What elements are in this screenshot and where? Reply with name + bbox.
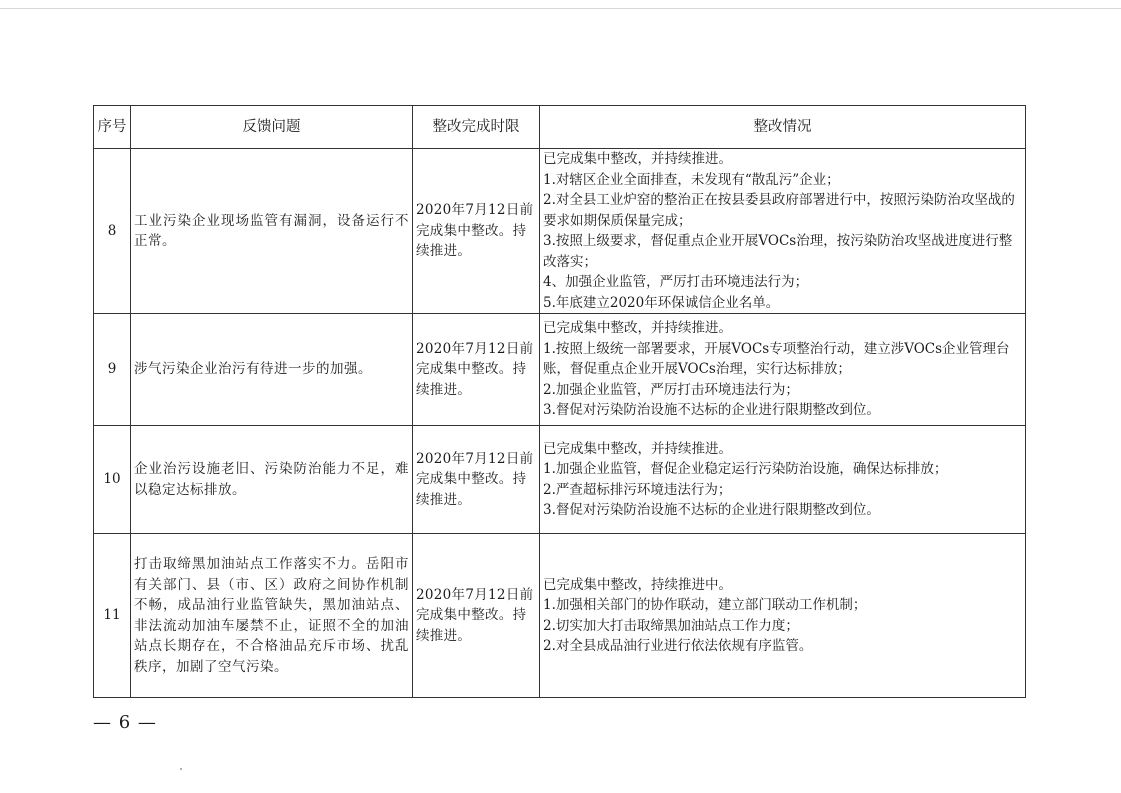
row-deadline: 2020年7月12日前完成集中整改。持续推进。 — [413, 426, 540, 534]
row-status — [540, 426, 1026, 534]
table-header-row — [94, 106, 1026, 149]
status-line: 4、加强企业监管，严厉打击环境违法行为； — [543, 274, 809, 290]
row-issue: 工业污染企业现场监管有漏洞，设备运行不正常。 — [131, 149, 413, 314]
header-status: 整改情况 — [540, 106, 1026, 149]
status-line: 3.督促对污染防治设施不达标的企业进行限期整改到位。 — [543, 502, 880, 518]
page-number: — 6 — — [93, 712, 157, 733]
status-line: 已完成集中整改，并持续推进。 — [543, 440, 732, 457]
status-line: 1.加强企业监管，督促企业稳定运行污染防治设施，确保达标排放； — [543, 461, 948, 477]
scan-edge-line — [0, 8, 1121, 9]
status-line: 1.加强相关部门的协作联动，建立部门联动工作机制； — [543, 597, 867, 613]
table-row — [94, 426, 1026, 534]
status-line: 2.对全县成品油行业进行依法依规有序监管。 — [543, 638, 813, 654]
status-line: 已完成集中整改，持续推进中。 — [543, 576, 732, 593]
row-deadline: 2020年7月12日前完成集中整改。持续推进。 — [413, 314, 540, 426]
rectification-table — [93, 105, 1026, 698]
status-line: 已完成集中整改，并持续推进。 — [543, 151, 732, 167]
header-seq: 序号 — [94, 106, 131, 149]
status-line: 1.按照上级统一部署要求，开展VOCs专项整治行动，建立涉VOCs企业管理台账，督促重点企业开展VOCs治理，实行达标排放； — [543, 340, 1010, 378]
status-line: 2.对全县工业炉窑的整治正在按县委县政府部署进行中，按照污染防治攻坚战的要求如期保质保量完成； — [543, 192, 1015, 229]
row-deadline: 2020年7月12日前完成集中整改。持续推进。 — [413, 534, 540, 698]
header-deadline: 整改完成时限 — [413, 106, 540, 149]
row-seq: 8 — [94, 149, 131, 314]
status-line: 已完成集中整改，并持续推进。 — [543, 320, 732, 337]
status-line: 2.切实加大打击取缔黑加油站点工作力度； — [543, 617, 799, 634]
row-issue: 打击取缔黑加油站点工作落实不力。岳阳市有关部门、县（市、区）政府之间协作机制不畅，成品油行业监管缺失，黑加油站点、非法流动加油车屡禁不止，证照不全的加油站点长期存在，不合格油品充斥市场、扰乱秩序，加剧了空气污染。 — [131, 534, 413, 698]
row-status — [540, 534, 1026, 698]
row-seq: 10 — [94, 426, 131, 534]
status-line: 5.年底建立2020年环保诚信企业名单。 — [543, 294, 780, 311]
status-line: 3.按照上级要求，督促重点企业开展VOCs治理，按污染防治攻坚战进度进行整改落实； — [543, 233, 1013, 270]
row-status — [540, 149, 1026, 314]
row-seq: 11 — [94, 534, 131, 698]
scan-speck — [180, 768, 182, 770]
row-deadline: 2020年7月12日前完成集中整改。持续推进。 — [413, 149, 540, 314]
status-line: 2.严查超标排污环境违法行为； — [543, 481, 732, 498]
table-row — [94, 314, 1026, 426]
table-row — [94, 534, 1026, 698]
row-issue: 企业治污设施老旧、污染防治能力不足，难以稳定达标排放。 — [131, 426, 413, 534]
status-line: 3.督促对污染防治设施不达标的企业进行限期整改到位。 — [543, 402, 880, 419]
row-seq: 9 — [94, 314, 131, 426]
header-issue: 反馈问题 — [131, 106, 413, 149]
table-row — [94, 149, 1026, 314]
status-line: 1.对辖区企业全面排查，未发现有“散乱污”企业； — [543, 171, 840, 188]
row-status — [540, 314, 1026, 426]
row-issue: 涉气污染企业治污有待进一步的加强。 — [131, 314, 413, 426]
status-line: 2.加强企业监管，严厉打击环境违法行为； — [543, 381, 799, 398]
